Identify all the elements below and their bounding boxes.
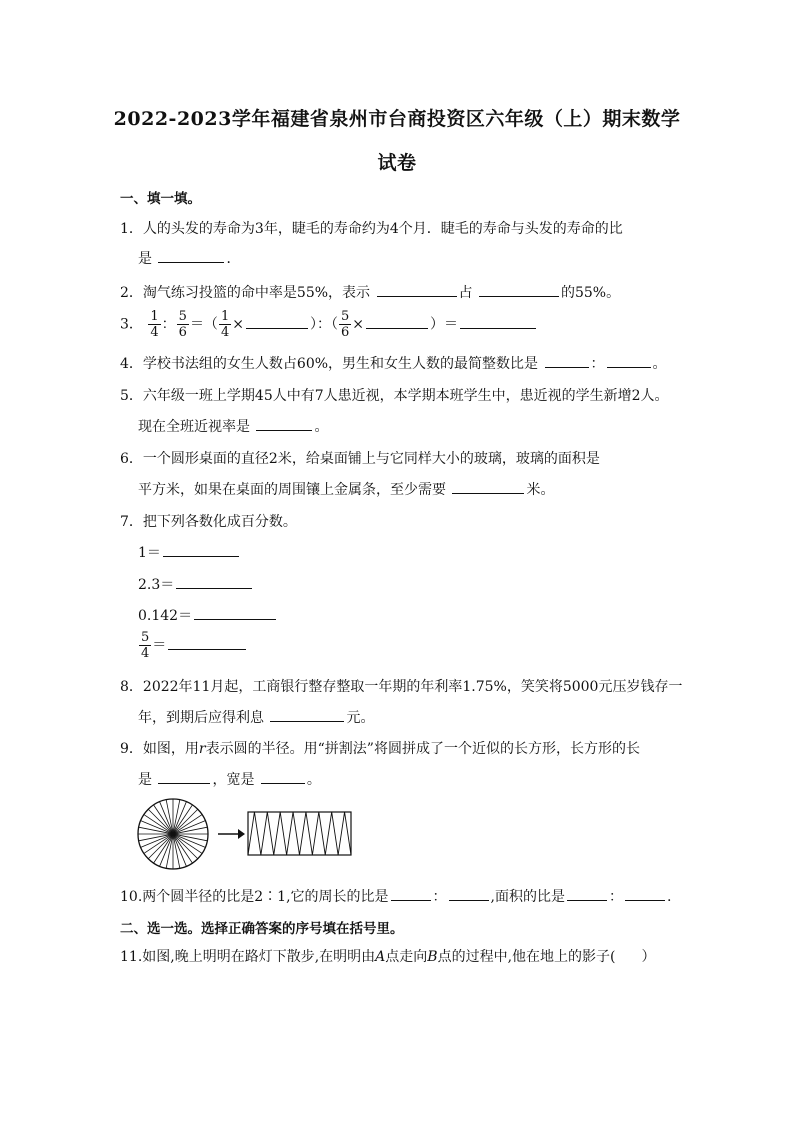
question-number: 7． (120, 514, 143, 530)
arrow-right-icon (216, 828, 246, 840)
question-9: 9．如图，用r表示圆的半径。用“拼割法”将圆拼成了一个近似的长方形，长方形的长 (120, 741, 640, 757)
question-7 (120, 511, 297, 531)
question-text: 现在全班近视率是 (138, 419, 250, 435)
question-number: 1． (120, 221, 143, 237)
question-number: 3． (120, 316, 143, 333)
answer-blank[interactable] (261, 769, 305, 784)
variable-r: r (198, 741, 206, 757)
q7-item: 2.3＝ (138, 574, 254, 594)
point-b-label: B (427, 949, 438, 965)
question-11: 11.如图,晚上明明在路灯下散步,在明明由A点走向B点的过程中,他在地上的影子( ） (120, 949, 656, 965)
answer-blank[interactable] (452, 479, 524, 494)
answer-blank[interactable] (607, 353, 651, 368)
question-3: 3． $\frac{1}{4}$ ： $\frac{5}{6}$ ＝（ $\frac{1}{4}$ × ）：（ $\frac{5}{6}$ × ）＝ (120, 309, 538, 340)
answer-blank[interactable] (460, 314, 536, 329)
question-number: 9． (120, 741, 143, 757)
question-number: 11. (120, 949, 143, 965)
question-number: 10. (120, 889, 143, 905)
answer-blank[interactable] (158, 769, 210, 784)
answer-blank[interactable] (366, 314, 428, 329)
page-title: 2022-2023学年福建省泉州市台商投资区六年级（上）期末数学 (113, 108, 681, 130)
question-8 (120, 676, 682, 696)
question-6 (120, 448, 600, 468)
fraction: $\frac{5}{6}$ (178, 309, 187, 340)
q7-item: 0.142＝ (138, 605, 278, 625)
point-a-label: A (375, 949, 386, 965)
question-text: 六年级一班上学期45人中有7人患近视，本学期本班学生中，患近视的学生新增2人。 (142, 388, 669, 404)
question-text: 是 (138, 251, 152, 267)
question-6-line2: 平方米，如果在桌面的周围镶上金属条，至少需要 米。 (138, 479, 554, 499)
question-4: 4．学校书法组的女生人数占60%，男生和女生人数的最简整数比是 ： 。 (120, 353, 667, 373)
question-number: 5． (120, 388, 143, 404)
answer-blank[interactable] (246, 314, 308, 329)
question-8-line2: 年，到期后应得利息 元。 (138, 707, 374, 727)
answer-blank[interactable] (163, 542, 239, 557)
sector-circle-figure (135, 796, 211, 872)
question-2: 2．淘气练习投篮的命中率是55%，表示 占 的55%。 (120, 282, 620, 302)
fraction: $\frac{5}{4}$ (141, 630, 150, 661)
question-number: 8． (120, 679, 143, 695)
section-heading-choice: 二、选一选。选择正确答案的序号填在括号里。 (120, 921, 404, 937)
page-title-cont: 试卷 (377, 152, 417, 174)
answer-blank[interactable] (449, 886, 489, 901)
answer-blank[interactable] (625, 886, 665, 901)
question-9-line2: 是 ，宽是 。 (138, 769, 321, 789)
question-10: 10.两个圆半径的比是2∶1,它的周长的比是 ： ,面积的比是 ： . (120, 886, 671, 906)
question-number: 2． (120, 285, 143, 301)
answer-blank[interactable] (567, 886, 607, 901)
question-text: 学校书法组的女生人数占60%，男生和女生人数的最简整数比是 (142, 356, 539, 372)
approx-rectangle-figure (247, 811, 353, 857)
q7-item: 1＝ (138, 542, 241, 562)
answer-blank[interactable] (256, 416, 312, 431)
question-5-line2: 现在全班近视率是 。 (138, 416, 328, 436)
fraction: $\frac{1}{4}$ (220, 309, 230, 340)
answer-blank[interactable] (194, 605, 276, 620)
section-heading-fill: 一、填一填。 (120, 191, 201, 207)
question-text: 人的头发的寿命为3年，睫毛的寿命约为4个月．睫毛的寿命与头发的寿命的比 (142, 221, 623, 237)
question-text: 两个圆半径的比是2∶1,它的周长的比是 (142, 889, 389, 905)
q7-item: $\frac{5}{4}$ ＝ (138, 630, 248, 661)
question-number: 6． (120, 451, 143, 467)
question-number: 4． (120, 356, 143, 372)
answer-blank[interactable] (158, 248, 224, 263)
answer-blank[interactable] (391, 886, 431, 901)
question-text: 淘气练习投篮的命中率是55%，表示 (142, 285, 371, 301)
answer-blank[interactable] (270, 707, 344, 722)
fraction: $\frac{5}{6}$ (340, 309, 350, 340)
question-text: 平方米，如果在桌面的周围镶上金属条，至少需要 (138, 482, 446, 498)
answer-blank[interactable] (176, 574, 252, 589)
answer-blank[interactable] (377, 282, 457, 297)
answer-blank[interactable] (168, 635, 246, 650)
answer-blank[interactable] (545, 353, 589, 368)
question-text: 年，到期后应得利息 (138, 710, 264, 726)
question-1-line2: 是 ． (138, 248, 240, 268)
question-text: 把下列各数化成百分数。 (142, 514, 297, 530)
question-text: 2022年11月起，工商银行整存整取一年期的年利率1.75%，笑笑将5000元压岁钱存一 (142, 679, 683, 695)
question-5 (120, 385, 669, 405)
fraction: $\frac{1}{4}$ (150, 309, 159, 340)
question-1 (120, 218, 623, 238)
question-text: 一个圆形桌面的直径2米，给桌面铺上与它同样大小的玻璃，玻璃的面积是 (142, 451, 600, 467)
answer-blank[interactable] (479, 282, 559, 297)
